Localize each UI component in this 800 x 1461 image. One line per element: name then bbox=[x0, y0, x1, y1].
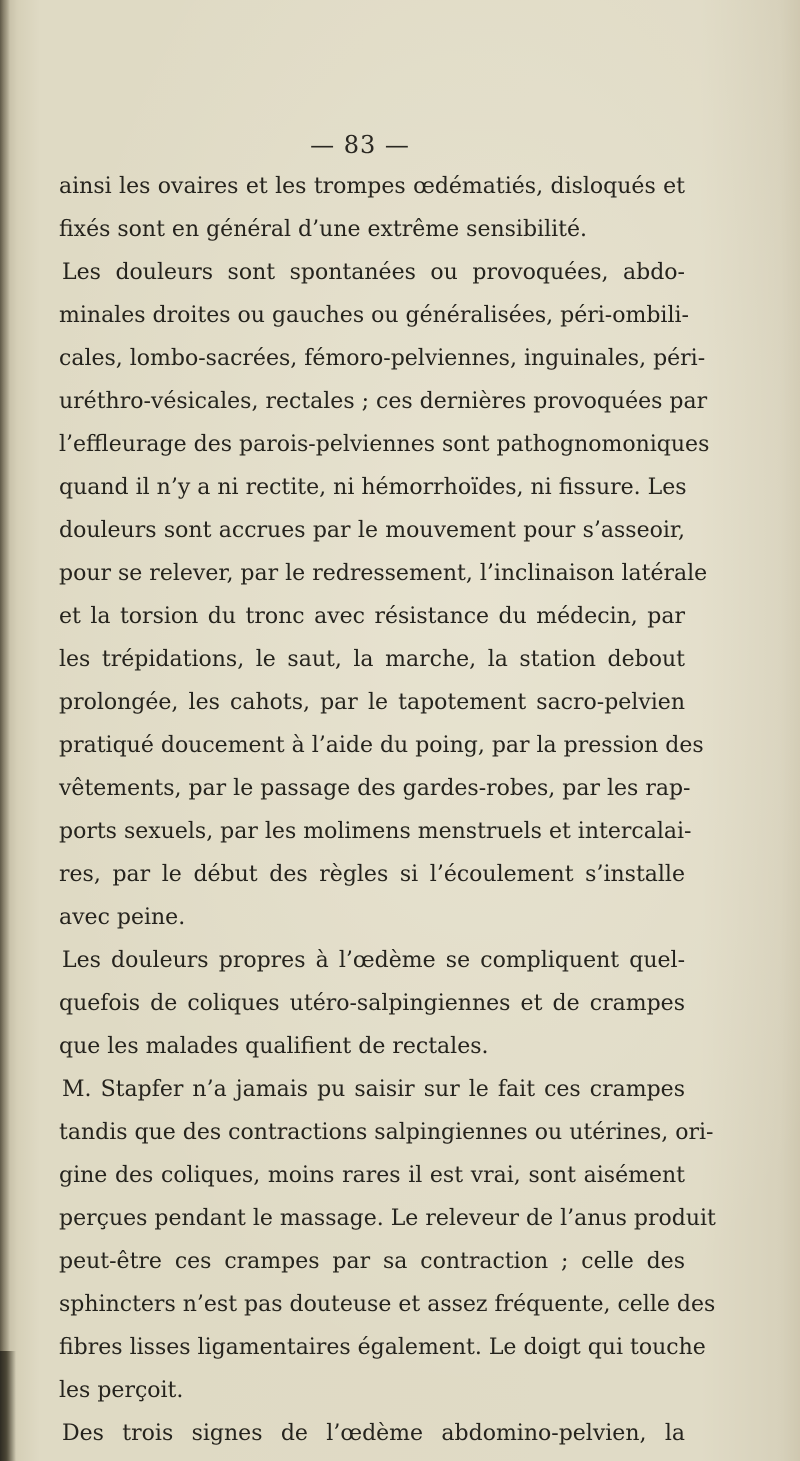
text-line: fibres lisses ligamentaires également. Le doigt qui touche bbox=[59, 1335, 706, 1360]
text-line: M. Stapfer n’a jamais pu saisir sur le fait ces crampes bbox=[62, 1077, 685, 1102]
text-line: que les malades qualifient de rectales. bbox=[59, 1034, 489, 1059]
text-line: sphincters n’est pas douteuse et assez fréquente, celle des bbox=[59, 1292, 716, 1317]
text-line: vêtements, par le passage des gardes-robes, par les rap- bbox=[59, 776, 691, 801]
text-line: quand il n’y a ni rectite, ni hémorrhoïdes, ni fissure. Les bbox=[59, 475, 687, 500]
text-line: ports sexuels, par les molimens menstruels et intercalai- bbox=[59, 819, 692, 844]
text-line: pratiqué doucement à l’aide du poing, par la pression des bbox=[59, 733, 704, 758]
text-line: prolongée, les cahots, par le tapotement sacro-pelvien bbox=[59, 690, 685, 715]
text-line: les trépidations, le saut, la marche, la station debout bbox=[59, 647, 685, 672]
text-line: ainsi les ovaires et les trompes œdématiés, disloqués et bbox=[59, 174, 685, 199]
text-line: minales droites ou gauches ou généralisées, péri-ombili- bbox=[59, 303, 689, 328]
text-line: peut-être ces crampes par sa contraction ; celle des bbox=[59, 1249, 685, 1274]
text-line: cales, lombo-sacrées, fémoro-pelviennes, inguinales, péri- bbox=[59, 346, 706, 371]
text-line: les perçoit. bbox=[59, 1378, 184, 1403]
text-line: tandis que des contractions salpingiennes ou utérines, ori- bbox=[59, 1120, 714, 1145]
text-line: douleurs sont accrues par le mouvement pour s’asseoir, bbox=[59, 518, 685, 543]
text-line: Les douleurs sont spontanées ou provoquées, abdo- bbox=[62, 260, 685, 285]
text-line: avec peine. bbox=[59, 905, 186, 930]
text-line: Des trois signes de l’œdème abdomino-pelvien, la bbox=[62, 1421, 685, 1446]
text-line: gine des coliques, moins rares il est vrai, sont aisément bbox=[59, 1163, 685, 1188]
body-text bbox=[59, 165, 716, 1455]
text-line: quefois de coliques utéro-salpingiennes et de crampes bbox=[59, 991, 685, 1016]
text-line: res, par le début des règles si l’écoulement s’installe bbox=[59, 862, 685, 887]
text-line: Les douleurs propres à l’œdème se compliquent quel- bbox=[62, 948, 685, 973]
text-line: et la torsion du tronc avec résistance du médecin, par bbox=[59, 604, 685, 629]
page-edge-shadow bbox=[0, 1351, 16, 1461]
text-line: uréthro-vésicales, rectales ; ces dernières provoquées par bbox=[59, 389, 708, 414]
page-number: — 83 — bbox=[310, 131, 410, 159]
text-line: perçues pendant le massage. Le releveur de l’anus produit bbox=[59, 1206, 716, 1231]
text-line: fixés sont en général d’une extrême sensibilité. bbox=[59, 217, 588, 242]
page-gutter-shadow bbox=[0, 0, 10, 1461]
text-line: pour se relever, par le redressement, l’inclinaison latérale bbox=[59, 561, 708, 586]
text-line: l’effleurage des parois-pelviennes sont pathognomoniques bbox=[59, 432, 710, 457]
